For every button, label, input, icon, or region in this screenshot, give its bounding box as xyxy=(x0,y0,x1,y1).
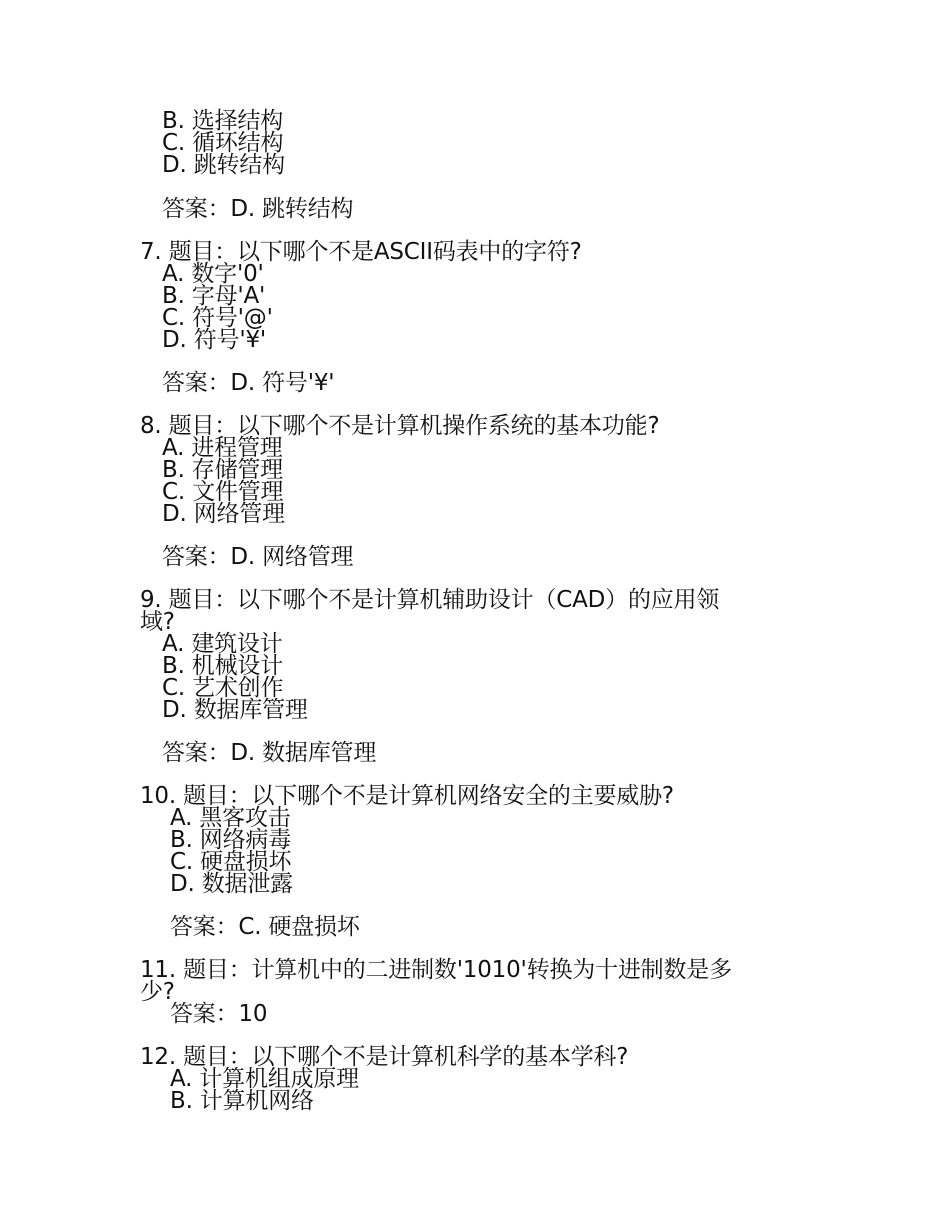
q6-answer: 答案：D. 跳转结构 xyxy=(162,196,354,222)
q9-question-line2: 域? xyxy=(140,609,175,635)
q11-question-line1: 11. 题目：计算机中的二进制数'1010'转换为十进制数是多 xyxy=(140,957,732,983)
q11-answer: 答案：10 xyxy=(170,1001,268,1027)
q9-option-b: B. 机械设计 xyxy=(162,653,284,679)
q10-question: 10. 题目：以下哪个不是计算机网络安全的主要威胁? xyxy=(140,783,674,809)
q9-answer: 答案：D. 数据库管理 xyxy=(162,740,377,766)
q8-option-b: B. 存储管理 xyxy=(162,457,284,483)
q10-option-b: B. 网络病毒 xyxy=(170,827,292,853)
q12-question: 12. 题目：以下哪个不是计算机科学的基本学科? xyxy=(140,1044,629,1070)
q7-question: 7. 题目：以下哪个不是ASCII码表中的字符? xyxy=(140,239,582,265)
q10-option-a: A. 黑客攻击 xyxy=(170,805,291,831)
q9-option-d: D. 数据库管理 xyxy=(162,697,308,723)
q9-question-line1: 9. 题目：以下哪个不是计算机辅助设计（CAD）的应用领 xyxy=(140,587,720,613)
q7-answer: 答案：D. 符号'¥' xyxy=(162,370,335,396)
q12-option-b: B. 计算机网络 xyxy=(170,1088,314,1114)
q8-answer: 答案：D. 网络管理 xyxy=(162,544,354,570)
q7-option-c: C. 符号'@' xyxy=(162,305,273,331)
q12-option-a: A. 计算机组成原理 xyxy=(170,1066,359,1092)
q11-question-line2: 少? xyxy=(140,979,175,1005)
q8-option-d: D. 网络管理 xyxy=(162,501,285,527)
q9-option-a: A. 建筑设计 xyxy=(162,631,283,657)
q6-option-b: B. 选择结构 xyxy=(162,108,284,134)
q6-option-c: C. 循环结构 xyxy=(162,130,284,156)
q8-question: 8. 题目：以下哪个不是计算机操作系统的基本功能? xyxy=(140,413,660,439)
q8-option-a: A. 进程管理 xyxy=(162,435,283,461)
q7-option-b: B. 字母'A' xyxy=(162,283,266,309)
q8-option-c: C. 文件管理 xyxy=(162,479,284,505)
q10-option-d: D. 数据泄露 xyxy=(170,871,293,897)
q10-answer: 答案：C. 硬盘损坏 xyxy=(170,914,360,940)
q6-option-d: D. 跳转结构 xyxy=(162,152,285,178)
q9-option-c: C. 艺术创作 xyxy=(162,675,284,701)
q10-option-c: C. 硬盘损坏 xyxy=(170,849,292,875)
q7-option-a: A. 数字'0' xyxy=(162,261,264,287)
q7-option-d: D. 符号'¥' xyxy=(162,327,267,353)
